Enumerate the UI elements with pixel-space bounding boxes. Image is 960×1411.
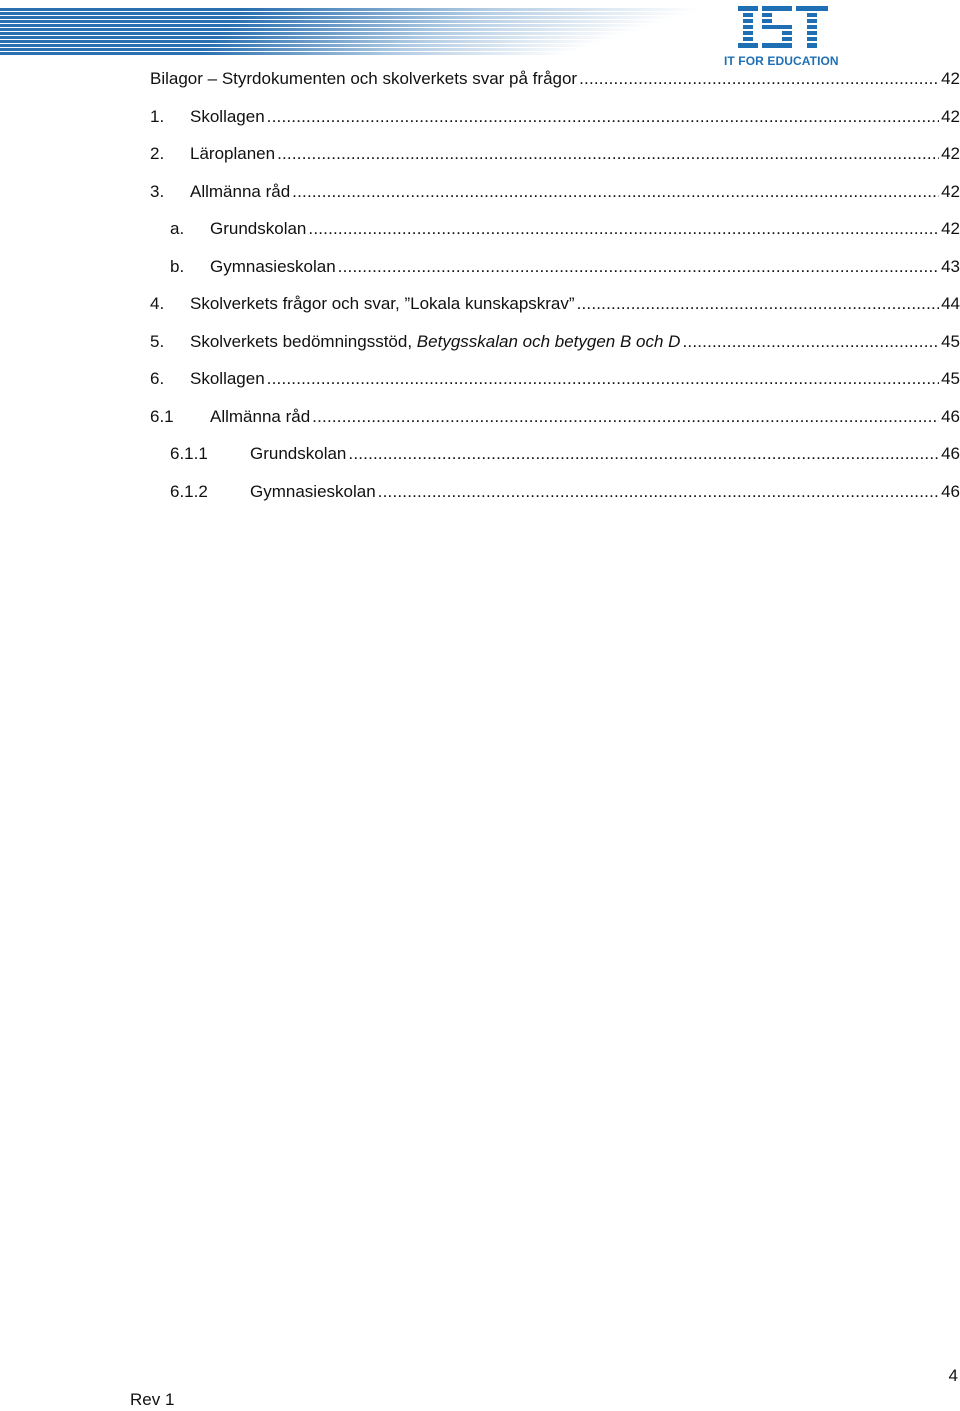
header-stripe <box>0 32 628 35</box>
toc-entry-page: 45 <box>941 369 960 388</box>
toc-entry-number: 6.1.1 <box>170 444 208 463</box>
toc-entry[interactable] <box>150 329 960 367</box>
toc-entry[interactable] <box>150 291 960 329</box>
ist-logo <box>724 6 840 68</box>
toc-dot-leader <box>338 254 939 280</box>
toc-entry[interactable] <box>150 141 960 179</box>
toc-entry-page: 46 <box>941 481 960 501</box>
toc-entry-title: Gymnasieskolan <box>250 481 376 501</box>
toc-entry-title: Gymnasieskolan <box>210 256 336 276</box>
toc-entry-page: 42 <box>941 181 960 201</box>
toc-dot-leader <box>292 179 939 205</box>
toc-entry[interactable] <box>150 404 960 442</box>
toc-dot-leader <box>308 216 939 242</box>
toc-entry-number: 1. <box>150 106 165 126</box>
toc-entry-title: Skollagen <box>190 369 265 388</box>
toc-dot-leader <box>579 66 939 92</box>
toc-entry-page: 42 <box>941 219 960 238</box>
toc-entry[interactable] <box>150 216 960 254</box>
toc-dot-leader <box>378 479 939 505</box>
toc-entry-page: 46 <box>941 406 960 426</box>
toc-dot-leader <box>267 104 939 130</box>
toc-entry[interactable] <box>150 104 960 142</box>
toc-entry[interactable] <box>150 66 960 104</box>
toc-entry-title: Skollagen <box>190 106 265 126</box>
toc-entry-number: 6.1 <box>150 406 174 426</box>
header-stripe <box>0 8 700 11</box>
toc-entry-title: Allmänna råd <box>190 181 291 201</box>
toc-entry[interactable] <box>150 366 960 404</box>
toc-entry-title: Läroplanen <box>190 144 276 163</box>
header-stripe <box>0 48 580 51</box>
header-stripe <box>0 12 688 15</box>
toc-entry-page: 42 <box>941 69 960 88</box>
header-stripe <box>0 36 616 39</box>
toc-dot-leader <box>277 141 939 167</box>
toc-entry-page: 46 <box>941 444 960 463</box>
toc-entry-number: 5. <box>150 331 165 351</box>
header-stripes <box>0 8 700 54</box>
toc-entry[interactable] <box>150 179 960 217</box>
logo-tagline: IT FOR EDUCATION <box>724 54 839 68</box>
toc-entry-title: Skolverkets frågor och svar, ”Lokala kunskapskrav” <box>190 294 575 313</box>
toc-entry-number: b. <box>170 256 185 276</box>
toc-dot-leader <box>577 291 940 317</box>
toc-entry[interactable] <box>150 479 960 517</box>
footer-revision: Rev 1 <box>130 1390 175 1409</box>
toc-entry[interactable] <box>150 254 960 292</box>
toc-dot-leader <box>682 329 939 355</box>
header-stripe <box>0 24 652 27</box>
ist-logo-mark-icon <box>738 6 828 50</box>
toc-entry-page: 45 <box>941 331 960 351</box>
toc-entry-title <box>190 329 680 355</box>
header-stripe <box>0 40 604 43</box>
toc-entry-number: 2. <box>150 144 165 163</box>
toc-entry-page: 44 <box>941 294 960 313</box>
toc-entry-number: 3. <box>150 181 165 201</box>
toc-entry-page: 42 <box>941 106 960 126</box>
header-stripe <box>0 20 664 23</box>
toc-entry-page: 42 <box>941 144 960 163</box>
toc-entry-number: 4. <box>150 294 165 313</box>
toc-entry[interactable] <box>150 441 960 479</box>
toc-entry-page: 43 <box>941 256 960 276</box>
header-stripe <box>0 28 640 31</box>
table-of-contents <box>150 66 960 516</box>
toc-entry-number: 6. <box>150 369 165 388</box>
toc-dot-leader <box>312 404 939 430</box>
header-stripe <box>0 16 676 19</box>
toc-entry-number: a. <box>170 219 185 238</box>
toc-entry-title: Allmänna råd <box>210 406 311 426</box>
toc-entry-title: Grundskolan <box>250 444 347 463</box>
toc-entry-title: Bilagor – Styrdokumenten och skolverkets svar på frågor <box>150 69 578 88</box>
toc-dot-leader <box>348 441 939 467</box>
toc-entry-title: Grundskolan <box>210 219 307 238</box>
footer-page-number: 4 <box>948 1366 958 1385</box>
toc-entry-number: 6.1.2 <box>170 481 208 501</box>
toc-entry-title-plain: Skolverkets bedömningsstöd, <box>190 331 417 351</box>
toc-entry-title-italic: Betygsskalan och betygen B och D <box>416 331 681 351</box>
header-stripe <box>0 44 592 47</box>
header-stripe <box>0 52 568 55</box>
toc-dot-leader <box>267 366 939 392</box>
